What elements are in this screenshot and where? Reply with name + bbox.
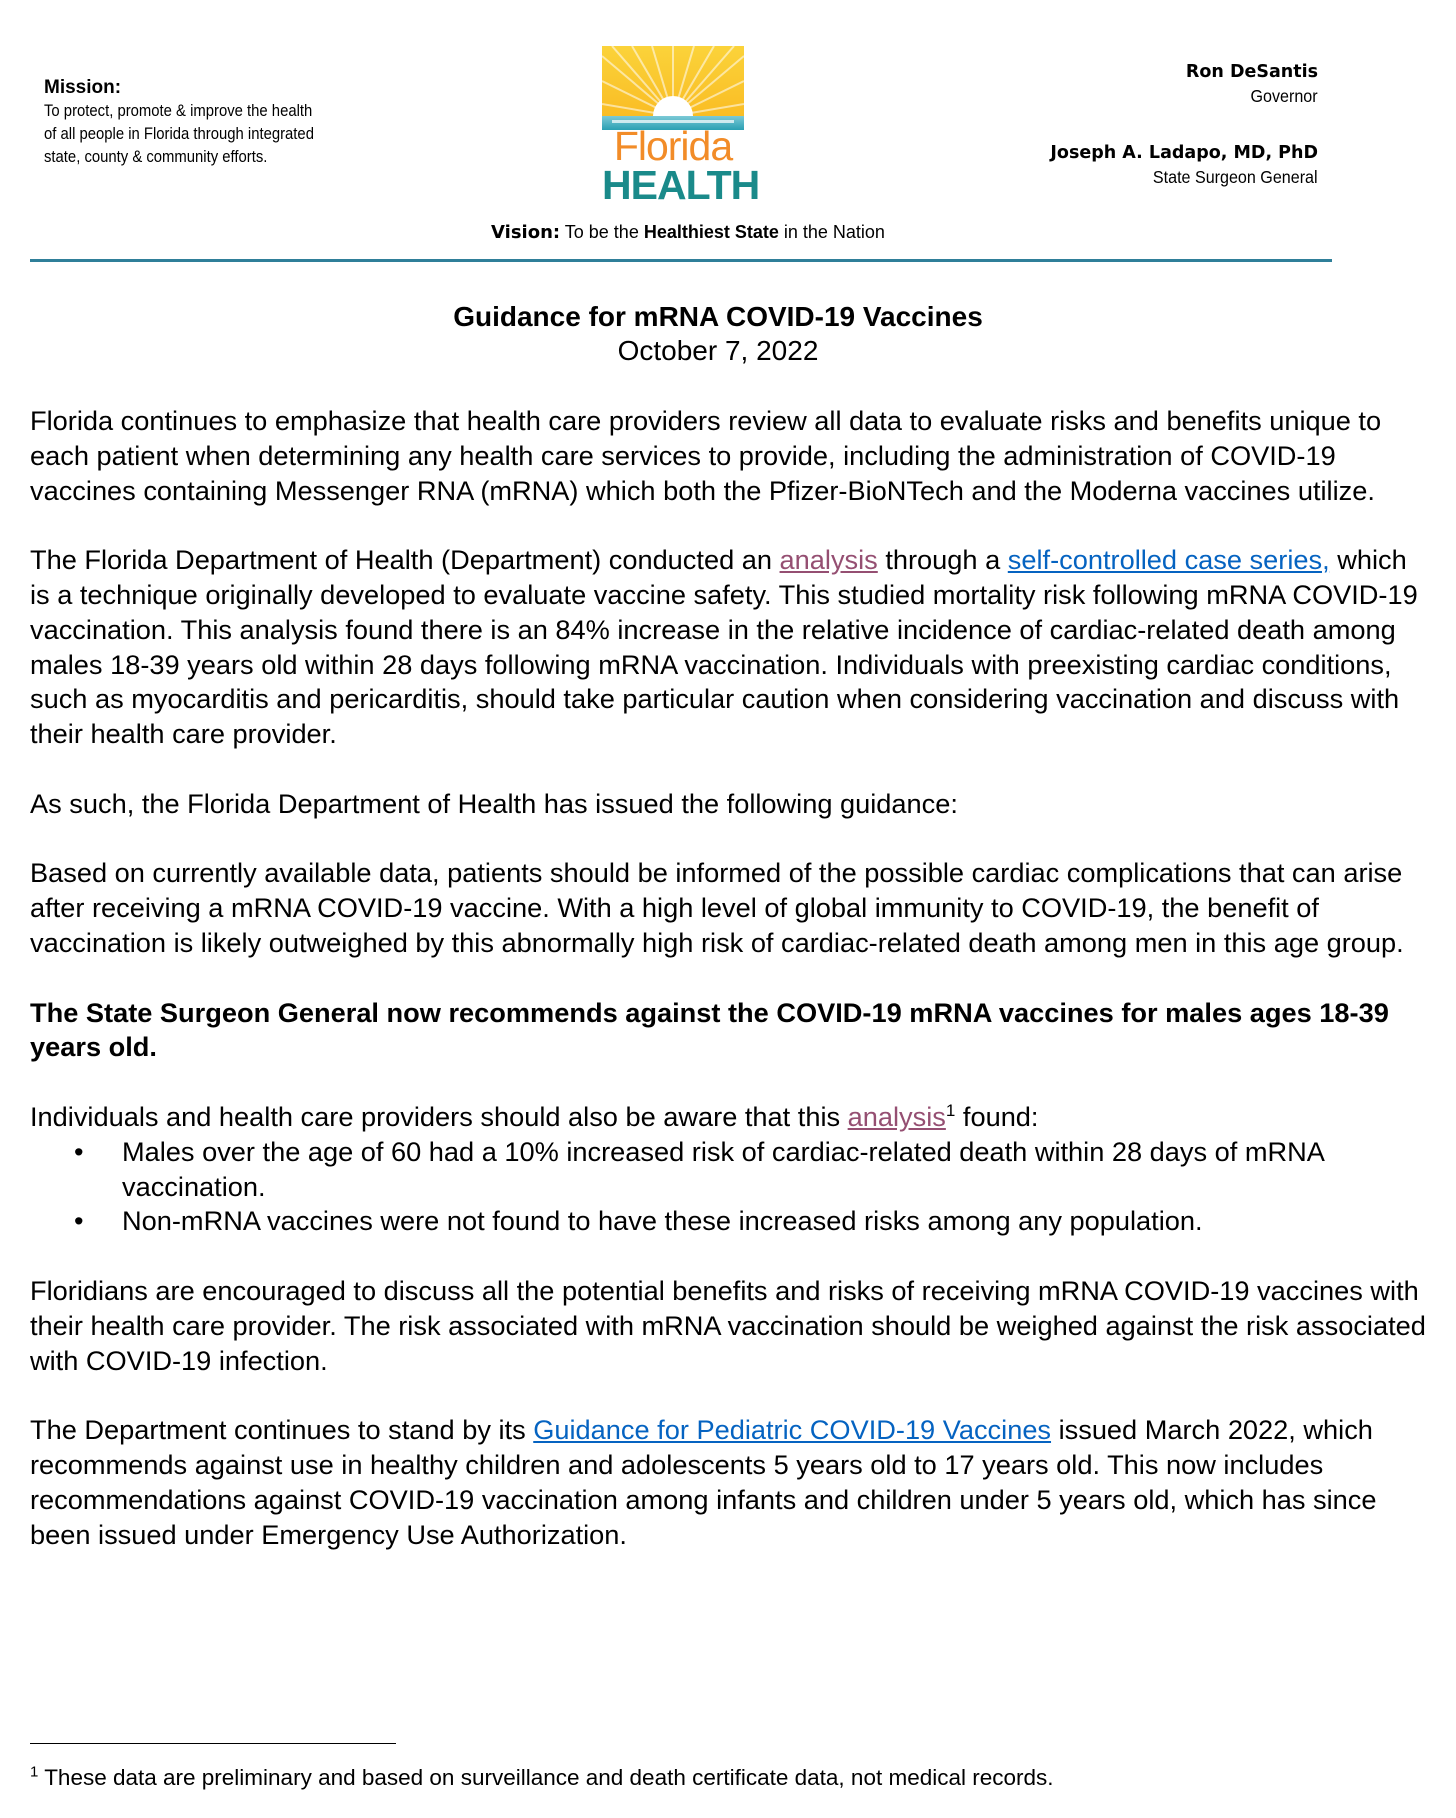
paragraph-text: which is a technique originally developed to evaluate vaccine safety. This studied mortality risk following mRNA COVID-19 vaccination. This analysis found there is an 84% increase in the relative incidence of cardiac-related death among males 18-39 years old within 28 days following mRNA vaccination. Individuals with preexisting cardiac conditions, such as myocarditis and pericarditis, should take particular caution when considering vaccination and discuss with their health care provider. bbox=[30, 544, 1418, 750]
logo-health-text: HEALTH bbox=[602, 162, 760, 208]
findings-list bbox=[30, 1135, 1430, 1239]
paragraph-intro: Florida continues to emphasize that health care providers review all data to evaluate risks and benefits unique to each patient when determining any health care services to provide, including the administration of COVID-19 vaccines containing Messenger RNA (mRNA) which both the Pfizer-BioNTech and the Moderna vaccines utilize. bbox=[30, 405, 1382, 506]
mission-line: To protect, promote & improve the health bbox=[44, 102, 313, 120]
paragraph-text: issued March 2022, which recommends against use in healthy children and adolescents 5 years old to 17 years old. This now includes recommendations against COVID-19 vaccination among infants and children under 5 years old, which has since been issued under Emergency Use Authorization. bbox=[30, 1414, 1377, 1550]
document-body bbox=[30, 404, 1430, 1587]
paragraph-guidance-intro: As such, the Florida Department of Health has issued the following guidance: bbox=[30, 787, 958, 819]
paragraph-recommendation: The State Surgeon General now recommends against the COVID-19 mRNA vaccines for males ages 18-39 years old. bbox=[30, 996, 1389, 1063]
document-title-block bbox=[0, 300, 1436, 368]
paragraph-text: Individuals and health care providers should also be aware that this bbox=[30, 1100, 848, 1132]
surgeon-general-title: State Surgeon General bbox=[1153, 167, 1318, 187]
analysis-link[interactable]: analysis bbox=[779, 544, 878, 576]
paragraph-text: The Department continues to stand by its bbox=[30, 1414, 534, 1446]
vision-text-post: in the Nation bbox=[778, 222, 885, 242]
paragraph-text: through a bbox=[877, 544, 1008, 576]
header-divider bbox=[30, 259, 1332, 262]
mission-text bbox=[44, 100, 377, 169]
governor-title: Governor bbox=[1250, 86, 1318, 106]
footnote-marker: 1 bbox=[30, 1763, 39, 1781]
self-controlled-case-series-link[interactable]: self-controlled case series, bbox=[1007, 544, 1330, 576]
list-item: • Non-mRNA vaccines were not found to have these increased risks among any population. bbox=[30, 1204, 1430, 1239]
vision-label: Vision: bbox=[491, 222, 561, 243]
mission-label: Mission: bbox=[44, 77, 122, 98]
officials-block bbox=[1050, 60, 1318, 189]
paragraph-text: The Florida Department of Health (Department) conducted an bbox=[30, 544, 780, 576]
document-title: Guidance for mRNA COVID-19 Vaccines bbox=[453, 301, 983, 332]
analysis-link-footnoted[interactable]: analysis bbox=[847, 1100, 946, 1132]
document-date: October 7, 2022 bbox=[617, 335, 819, 366]
mission-block bbox=[44, 76, 364, 169]
surgeon-general-name: Joseph A. Ladapo, MD, PhD bbox=[1050, 143, 1318, 163]
florida-health-logo bbox=[602, 46, 760, 208]
list-item: • Males over the age of 60 had a 10% increased risk of cardiac-related death within 28 days of mRNA vaccination. bbox=[30, 1135, 1430, 1205]
footnote-text: These data are preliminary and based on surveillance and death certificate data, not medical records. bbox=[38, 1765, 1054, 1790]
mission-line: state, county & community efforts. bbox=[44, 148, 268, 166]
vision-statement bbox=[0, 222, 1376, 243]
footnote-divider bbox=[30, 1743, 396, 1744]
paragraph-cardiac-complications: Based on currently available data, patients should be informed of the possible cardiac complications that can arise after receiving a mRNA COVID-19 vaccine. With a high level of global immunity to COVID-19, the benefit of vaccination is likely outweighed by this abnormally high risk of cardiac-related death among men in this age group. bbox=[30, 857, 1404, 958]
footnote bbox=[30, 1764, 1054, 1792]
paragraph-analysis bbox=[30, 543, 1430, 752]
paragraph-pediatric-guidance bbox=[30, 1413, 1430, 1552]
vision-text-bold: Healthiest State bbox=[643, 222, 779, 242]
pediatric-guidance-link[interactable]: Guidance for Pediatric COVID-19 Vaccines bbox=[533, 1414, 1052, 1446]
paragraph-text: found: bbox=[955, 1100, 1039, 1132]
paragraph-discuss-with-provider: Floridians are encouraged to discuss all the potential benefits and risks of receiving mRNA COVID-19 vaccines with their health care provider. The risk associated with mRNA vaccination should be weighed against the risk associated with COVID-19 infection. bbox=[30, 1274, 1426, 1376]
logo-florida-text: Florida bbox=[613, 123, 733, 169]
governor-name: Ron DeSantis bbox=[1185, 62, 1318, 82]
footnote-reference: 1 bbox=[945, 1100, 956, 1120]
mission-line: of all people in Florida through integrated bbox=[44, 125, 314, 143]
paragraph-additional-findings bbox=[30, 1100, 1430, 1135]
vision-text-pre: To be the bbox=[560, 222, 644, 242]
